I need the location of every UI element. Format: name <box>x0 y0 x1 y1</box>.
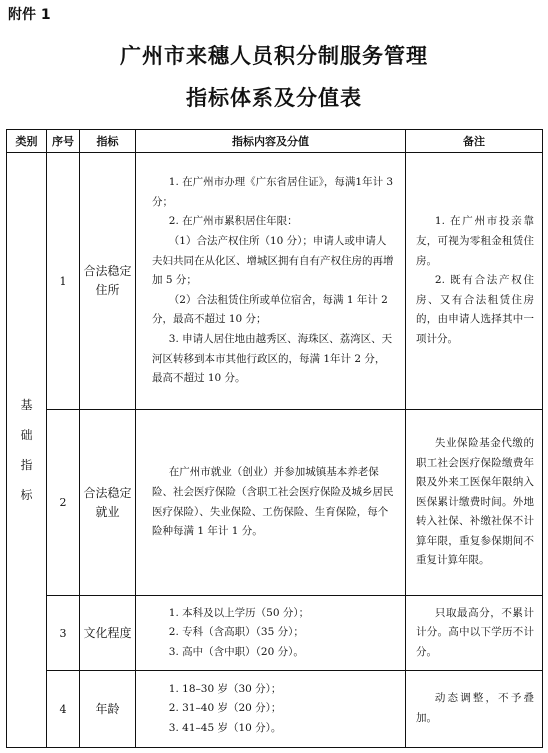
category-char: 标 <box>20 488 33 502</box>
header-number: 序号 <box>47 130 80 153</box>
content-paragraph: 2. 31–40 岁（20 分）； <box>168 702 282 715</box>
content-paragraph: 2. 在广州市累积居住年限： <box>168 215 298 228</box>
category-char: 指 <box>20 458 33 472</box>
content-paragraph: 在广州市就业（创业）并参加城镇基本养老保险、社会医疗保险（含职工社会医疗保险及城乡居民医疗保险）、失业保险、工伤保险、生育保险，每个险种每满 1 年计 1 分。 <box>152 466 394 538</box>
table-row <box>7 596 543 671</box>
content-paragraph: 3. 高中（含中职）（20 分）。 <box>168 645 304 658</box>
header-content: 指标内容及分值 <box>136 130 406 153</box>
attachment-label: 附件 1 <box>8 7 51 23</box>
content-paragraph: 3. 41–45 岁（10 分）。 <box>168 721 282 734</box>
header-category: 类别 <box>7 130 47 153</box>
category-cell <box>7 153 47 748</box>
remark-cell <box>406 410 543 596</box>
table-row <box>7 671 543 748</box>
indicator-cell <box>80 410 136 596</box>
indicator-line: 合法稳定 <box>83 264 132 278</box>
content-paragraph: 1. 在广州市办理《广东省居住证》，每满1年计 3 分； <box>152 176 394 208</box>
indicator-cell <box>80 153 136 410</box>
indicator-line: 文化程度 <box>83 625 132 640</box>
remark-paragraph: 只取最高分，不累计计分。高中以下学历不计分。 <box>416 606 534 658</box>
row-number: 3 <box>47 596 80 671</box>
content-cell <box>136 153 406 410</box>
content-paragraph: 3. 申请人居住地由越秀区、海珠区、荔湾区、天河区转移到本市其他行政区的，每满 1年计 2 分，最高不超过 10 分。 <box>152 332 393 385</box>
remark-cell <box>406 596 543 671</box>
remark-cell <box>406 671 543 748</box>
indicator-line: 就业 <box>95 504 120 519</box>
document-title: 广州市来穗人员积分制服务管理 <box>120 44 428 68</box>
table-row <box>7 153 543 410</box>
content-cell <box>136 671 406 748</box>
row-number: 1 <box>47 153 80 410</box>
table-header-row <box>7 130 543 153</box>
content-cell <box>136 410 406 596</box>
content-paragraph: 2. 专科（含高职）（35 分）； <box>168 626 304 639</box>
remark-paragraph: 失业保险基金代缴的职工社会医疗保险缴费年限及外来工医保年限纳入医保累计缴费时间。外地转入社保、补缴社保不计算年限，重复参保期间不重复计算年限。 <box>416 436 534 567</box>
remark-paragraph: 1. 在广州市投亲靠友，可视为零租金租赁住房。 <box>416 215 534 267</box>
content-paragraph: 1. 18–30 岁（30 分）； <box>168 682 282 695</box>
remark-paragraph: 2. 既有合法产权住房、又有合法租赁住房的，由申请人选择其中一项计分。 <box>416 274 534 345</box>
document-subtitle: 指标体系及分值表 <box>186 86 362 110</box>
indicator-cell <box>80 596 136 671</box>
row-number: 4 <box>47 671 80 748</box>
content-paragraph: 1. 本科及以上学历（50 分）； <box>168 606 310 619</box>
category-char: 基 <box>20 398 33 412</box>
indicator-line: 年龄 <box>95 701 120 716</box>
header-remarks: 备注 <box>406 130 543 153</box>
table-row <box>7 410 543 596</box>
indicator-cell <box>80 671 136 748</box>
content-paragraph: （2）合法租赁住所或单位宿舍，每满 1 年计 2 分，最高不超过 10 分； <box>152 293 388 326</box>
indicator-line: 合法稳定 <box>83 485 132 500</box>
row-number: 2 <box>47 410 80 596</box>
header-indicator: 指标 <box>80 130 136 153</box>
remark-paragraph: 动态调整，不予叠加。 <box>416 692 534 724</box>
content-paragraph: （1）合法产权住所（10 分）；申请人或申请人夫妇共同在从化区、增城区拥有自有产权住房的再增加 5 分； <box>152 235 394 287</box>
remark-cell <box>406 153 543 410</box>
content-cell <box>136 596 406 671</box>
indicator-table <box>6 129 543 748</box>
category-char: 础 <box>20 428 33 442</box>
indicator-line: 住所 <box>95 283 120 297</box>
